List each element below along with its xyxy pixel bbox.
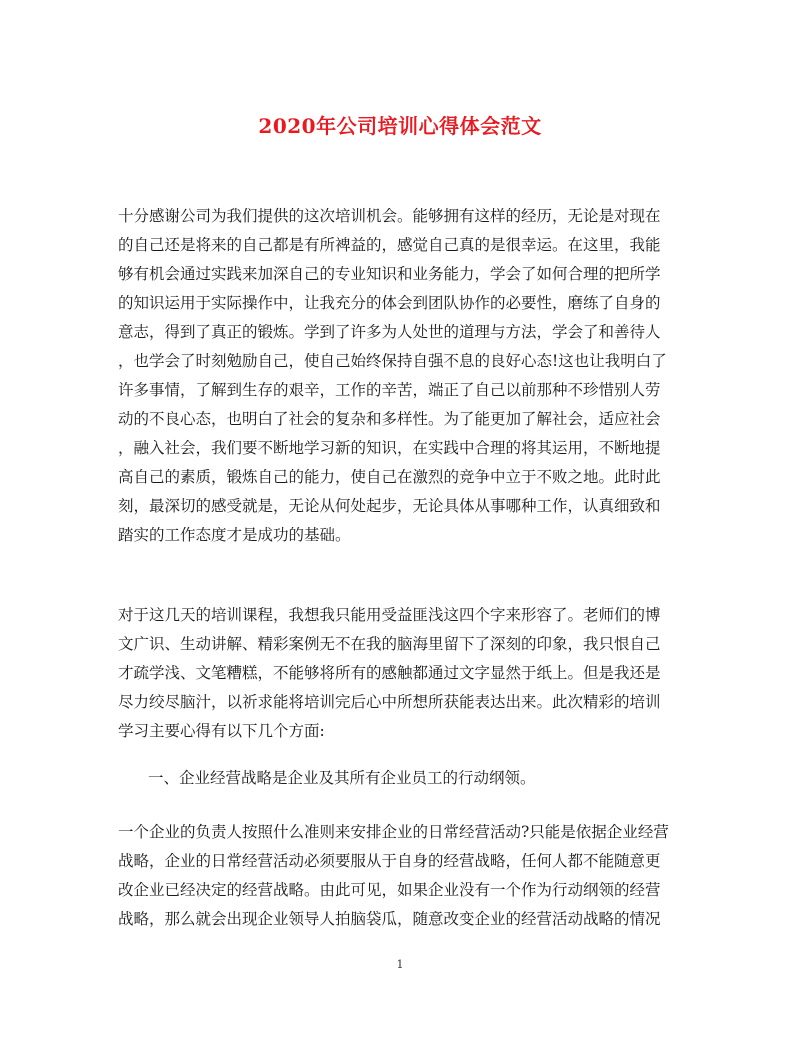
text-line: 战略，企业的日常经营活动必须要服从于自身的经营战略，任何人都不能随意更 [118,852,661,870]
text-line: 对于这几天的培训课程，我想我只能用受益匪浅这四个字来形容了。老师们的博 [118,606,661,624]
paragraph-2 [118,601,678,746]
text-line: ，融入社会，我们要不断地学习新的知识，在实践中合理的将其运用，不断地提 [118,439,661,457]
text-line: 的知识运用于实际操作中，让我充分的体会到团队协作的必要性，磨练了自身的 [118,294,661,312]
text-line: 意志，得到了真正的锻炼。学到了许多为人处世的道理与方法，学会了和善待人 [118,323,661,341]
text-line: 十分感谢公司为我们提供的这次培训机会。能够拥有这样的经历，无论是对现在 [118,207,661,225]
text-line: 才疏学浅、文笔糟糕，不能够将所有的感触都通过文字显然于纸上。但是我还是 [118,664,661,682]
text-line: ，也学会了时刻勉励自己，使自己始终保持自强不息的良好心态!这也让我明白了 [118,352,667,370]
text-line: 战略，那么就会出现企业领导人拍脑袋瓜，随意改变企业的经营活动战略的情况 [118,910,661,928]
text-line: 一、企业经营战略是企业及其所有企业员工的行动纲领。 [148,769,536,787]
text-line: 一个企业的负责人按照什么准则来安排企业的日常经营活动?只能是依据企业经营 [118,823,669,841]
document-title: 2020年公司培训心得体会范文 [258,114,542,138]
paragraph-3 [118,818,678,934]
text-line: 文广识、生动讲解、精彩案例无不在我的脑海里留下了深刻的印象，我只恨自己 [118,635,661,653]
text-line: 高自己的素质，锻炼自己的能力，使自己在激烈的竞争中立于不败之地。此时此 [118,468,661,486]
text-line: 刻，最深切的感受就是，无论从何处起步，无论具体从事哪种工作，认真细致和 [118,497,661,515]
text-line: 改企业已经决定的经营战略。由此可见，如果企业没有一个作为行动纲领的经营 [118,881,661,899]
paragraph-1 [118,202,678,550]
page-number: 1 [396,958,404,971]
text-line: 踏实的工作态度才是成功的基础。 [118,526,351,544]
text-line: 许多事情，了解到生存的艰辛，工作的辛苦，端正了自己以前那种不珍惜别人劳 [118,381,661,399]
text-line: 的自己还是将来的自己都是有所裨益的，感觉自己真的是很幸运。在这里，我能 [118,236,661,254]
text-line: 够有机会通过实践来加深自己的专业知识和业务能力，学会了如何合理的把所学 [118,265,661,283]
text-line: 学习主要心得有以下几个方面: [118,722,325,740]
text-line: 尽力绞尽脑汁，以祈求能将培训完后心中所想所获能表达出来。此次精彩的培训 [118,693,661,711]
section-heading-1 [148,764,708,793]
text-line: 动的不良心态，也明白了社会的复杂和多样性。为了能更加了解社会，适应社会 [118,410,661,428]
